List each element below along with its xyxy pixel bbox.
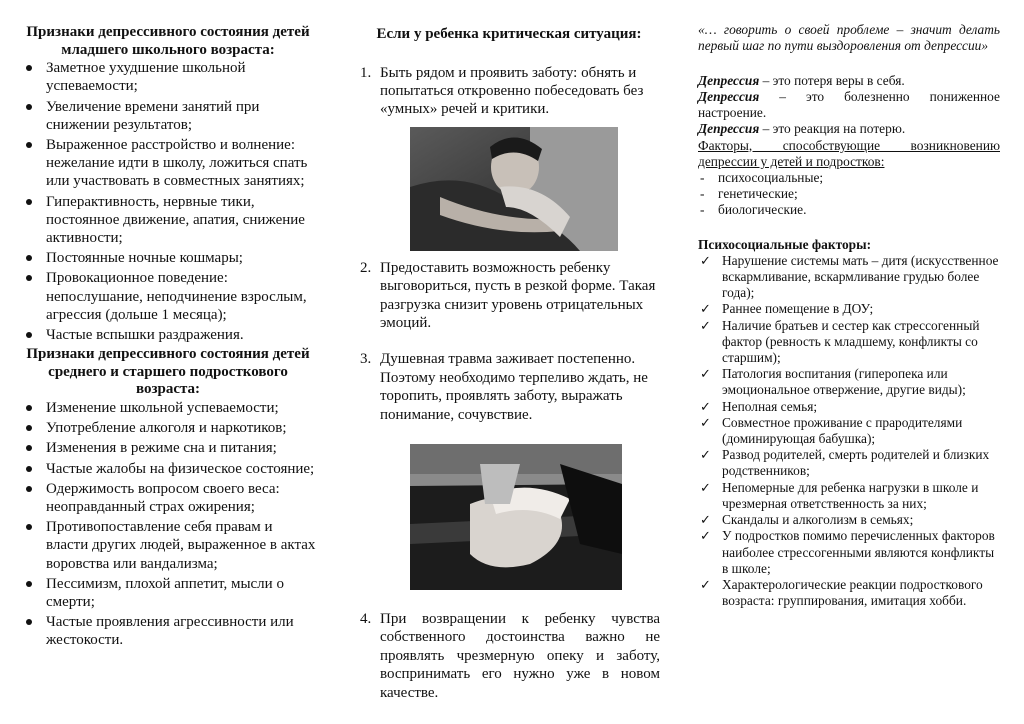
list-item	[698, 366, 1000, 398]
bullet-icon	[26, 486, 32, 492]
step-text: При возвращении к ребенку чувства собственного достоинства важно не проявлять чрезмерную опеку и заботу, воспринимать его нужно уже в новом качестве.	[380, 611, 660, 701]
list-item	[698, 253, 1000, 302]
checkmark-icon: ✓	[700, 576, 711, 592]
step-text: Душевная травма заживает постепенно. Поэтому необходимо терпеливо ждать, не торопить, проявлять заботу, выражать понимание, сочувствие.	[380, 351, 648, 423]
list-item-text: Непомерные для ребенка нагрузки в школе и чрезмерная ответственность за них;	[722, 479, 979, 511]
checkmark-icon: ✓	[700, 479, 711, 495]
definition-term: Депрессия	[698, 121, 760, 137]
step-number: 3.	[360, 351, 372, 368]
bullet-icon	[26, 275, 32, 281]
list-item-text: Изменение школьной успеваемости;	[46, 400, 279, 417]
list-item-text: Частые жалобы на физическое состояние;	[46, 460, 315, 477]
step-text: Предоставить возможность ребенку выговориться, пусть в резкой форме. Такая разгрузка снизит уровень отрицательных эмоций.	[380, 259, 656, 332]
heading-critical-situation: Если у ребенка критическая ситуация:	[376, 26, 642, 42]
hug-photo-image	[410, 127, 618, 251]
list-item	[18, 480, 318, 516]
list-item-text: Развод родителей, смерть родителей и близких родственников;	[722, 447, 990, 479]
list-item-text: Наличие братьев и сестер как стрессогенный фактор (ревность к младшему, конфликты со старшим);	[722, 317, 980, 366]
hug-photo	[410, 127, 618, 251]
list-item	[18, 399, 318, 417]
column-2	[358, 26, 660, 702]
bullet-icon	[26, 524, 32, 530]
list-item-text: Патология воспитания (гиперопека или эмоциональное отвержение, другие виды);	[722, 366, 966, 398]
list-item-text: Одержимость вопросом своего веса: неоправданный страх ожирения;	[46, 480, 280, 516]
list-item-text: Заметное ухудшение школьной успеваемости;	[46, 60, 246, 95]
list-item-text: Постоянные ночные кошмары;	[46, 250, 243, 267]
definition	[698, 73, 1000, 89]
list-item	[698, 512, 1000, 528]
bullet-icon	[26, 199, 32, 205]
step-item	[358, 350, 660, 424]
heading-teen: Признаки депрессивного состояния детей среднего и старшего подросткового возраста:	[26, 346, 310, 398]
list-item-text: биологические.	[718, 202, 807, 218]
list-item-text: психосоциальные;	[718, 170, 824, 186]
list-item-text: Частые вспышки раздражения.	[46, 327, 244, 344]
list-item-text: Частые проявления агрессивности или жестокости.	[46, 614, 294, 649]
bullet-icon	[26, 142, 32, 148]
list-item	[698, 528, 1000, 577]
list-item-text: Характерологические реакции подросткового возраста: группирования, имитация хобби.	[722, 576, 983, 609]
list-item	[698, 577, 1000, 609]
step-number: 1.	[360, 64, 372, 81]
bullet-icon	[26, 255, 32, 261]
definition-text: – это реакция на потерю.	[759, 121, 906, 137]
bullet-icon	[26, 65, 32, 71]
list-item	[18, 613, 318, 649]
quote: «… говорить о своей проблеме – значит делать первый шаг по пути выздоровления от депрессии»	[698, 22, 1000, 54]
definition	[698, 121, 1000, 137]
list-item	[18, 98, 318, 134]
list-item-text: Неполная семья;	[722, 398, 818, 414]
list-item-text: генетические;	[718, 186, 798, 202]
definition-text: – это болезненно пониженное настроение.	[698, 89, 1000, 121]
bullet-icon	[26, 581, 32, 587]
checkmark-icon: ✓	[700, 317, 711, 333]
step-item	[358, 610, 660, 702]
list-item	[698, 415, 1000, 447]
hands-photo	[410, 444, 622, 590]
list-item	[18, 59, 318, 95]
list-item-text: Нарушение системы мать – дитя (искусственное вскармливание, вскармливание грудью более года);	[722, 252, 999, 301]
list-item	[18, 419, 318, 437]
column-3	[698, 22, 1000, 609]
list-item-text: У подростков помимо перечисленных факторов наиболее стрессогенными являются конфликты в школе;	[722, 528, 995, 576]
bullet-icon	[26, 104, 32, 110]
definition-text: – это потеря веры в себя.	[759, 72, 905, 88]
checkmark-icon: ✓	[700, 398, 711, 414]
list-item	[18, 326, 318, 344]
step-item	[358, 64, 660, 119]
column-1	[18, 24, 318, 652]
list-item	[698, 318, 1000, 367]
factors-list	[698, 170, 1000, 219]
bullet-icon	[26, 445, 32, 451]
list-item-text: Раннее помещение в ДОУ;	[722, 301, 874, 317]
list-teen-signs	[18, 399, 318, 650]
list-item: - генетические;	[700, 186, 798, 202]
checkmark-icon: ✓	[700, 512, 711, 528]
checkmark-icon: ✓	[700, 528, 711, 544]
psycho-heading: Психосоциальные факторы:	[698, 236, 872, 252]
list-item-text: Провокационное поведение: непослушание, неподчинение взрослым, агрессия (дольше 1 месяца);	[46, 270, 307, 323]
checkmark-icon: ✓	[700, 447, 711, 463]
bullet-icon	[26, 425, 32, 431]
list-item-text: Употребление алкоголя и наркотиков;	[46, 420, 287, 437]
list-item-text: Совместное проживание с прародителями (доминирующая бабушка);	[722, 414, 963, 447]
step-number: 4.	[360, 611, 372, 628]
list-item	[698, 301, 1000, 317]
factors-heading: Факторы, способствующие возникновению депрессии у детей и подростков:	[698, 137, 1000, 169]
steps-list	[358, 64, 660, 119]
checkmark-icon: ✓	[700, 252, 711, 268]
list-item	[698, 447, 1000, 479]
list-item-text: Гиперактивность, нервные тики, постоянное движение, апатия, снижение активности;	[46, 193, 305, 247]
list-item	[18, 269, 318, 324]
hands-photo-image	[410, 444, 622, 590]
checkmark-icon: ✓	[700, 366, 711, 382]
list-item: - биологические.	[700, 202, 807, 218]
bullet-icon	[26, 332, 32, 338]
list-item	[18, 575, 318, 611]
bullet-icon	[26, 466, 32, 472]
list-item-text: Противопоставление себя правам и власти других людей, выраженное в актах воровства или вандализма;	[46, 519, 316, 572]
bullet-icon	[26, 619, 32, 625]
bullet-icon	[26, 405, 32, 411]
list-item	[18, 193, 318, 248]
list-item	[698, 480, 1000, 512]
list-item-text: Увеличение времени занятий при снижении результатов;	[46, 98, 260, 133]
list-item-text: Пессимизм, плохой аппетит, мысли о смерти;	[46, 575, 284, 611]
steps-list	[358, 259, 660, 424]
list-item-text: Выраженное расстройство и волнение: нежелание идти в школу, ложиться спать или участвовать в совместных занятиях;	[46, 137, 308, 190]
definition-term: Депрессия	[698, 89, 760, 105]
list-item	[18, 518, 318, 573]
list-item	[18, 439, 318, 457]
list-item	[698, 399, 1000, 415]
step-number: 2.	[360, 259, 372, 276]
step-text: Быть рядом и проявить заботу: обнять и попытаться откровенно побеседовать без «умных» речей и критики.	[380, 64, 644, 118]
list-item	[18, 249, 318, 267]
checkmark-icon: ✓	[700, 301, 711, 317]
steps-list	[358, 610, 660, 702]
definition	[698, 89, 1000, 121]
step-item	[358, 259, 660, 333]
list-item-text: Изменения в режиме сна и питания;	[46, 440, 277, 457]
checkmark-icon: ✓	[700, 414, 711, 430]
heading-younger-school: Признаки депрессивного состояния детей младшего школьного возраста:	[26, 24, 310, 58]
list-item	[18, 460, 318, 478]
list-item: - психосоциальные;	[700, 170, 824, 186]
psycho-list	[698, 253, 1000, 609]
list-item-text: Скандалы и алкоголизм в семьях;	[722, 512, 914, 528]
list-item	[18, 136, 318, 191]
definition-term: Депрессия	[698, 72, 760, 88]
list-younger-signs	[18, 59, 318, 344]
